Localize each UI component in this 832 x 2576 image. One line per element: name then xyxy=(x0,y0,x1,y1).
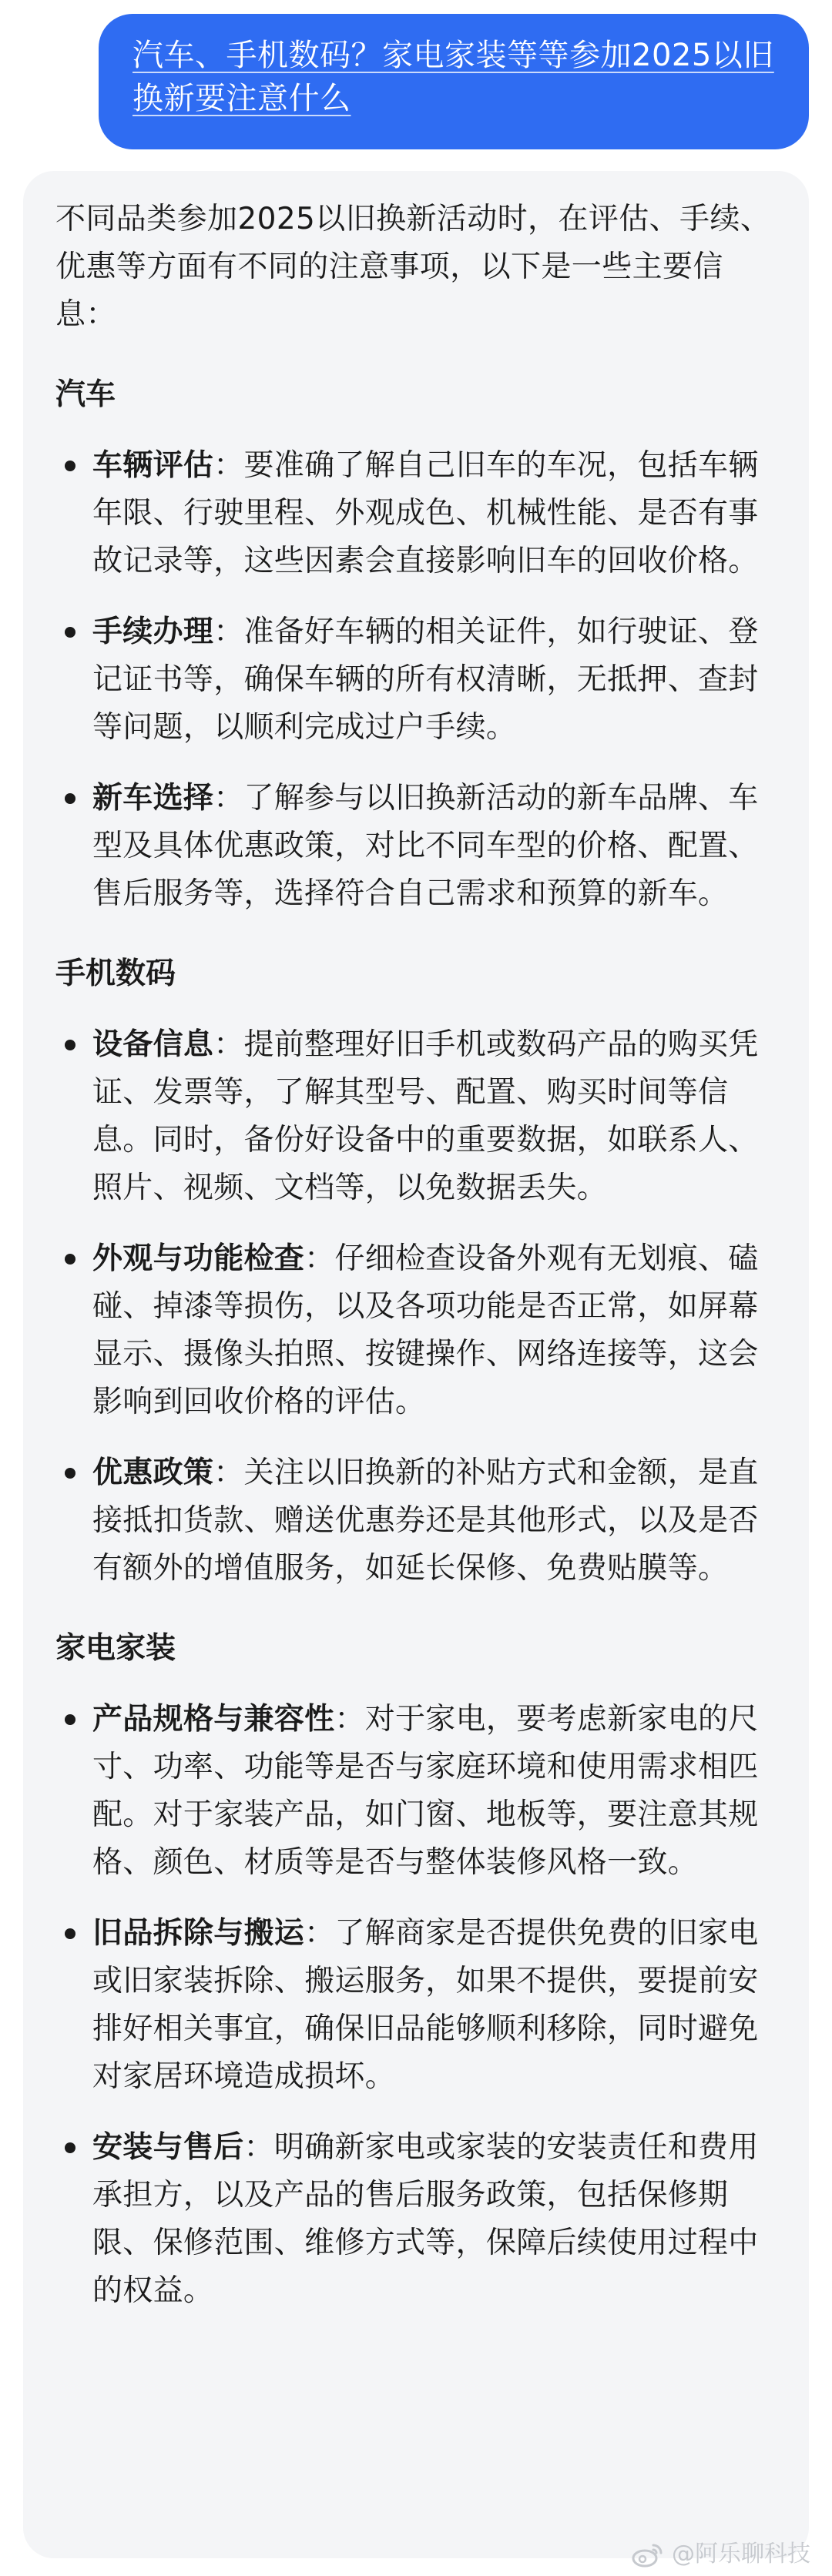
bullet-dot-icon xyxy=(65,1468,75,1479)
bullet-list-phone-digital xyxy=(55,1021,781,1593)
bullet-dot-icon xyxy=(65,627,75,638)
list-item xyxy=(55,608,781,752)
watermark xyxy=(630,2539,810,2570)
bullet-text: ：仔细检查设备外观有无划痕、磕碰、掉漆等损伤，以及各项功能是否正常，如屏幕显示、摄像头拍照、按键操作、网络连接等，这会影响到回收价格的评估。 xyxy=(92,1241,759,1419)
bullet-text: ：了解商家是否提供免费的旧家电或旧家装拆除、搬运服务，如果不提供，要提前安排好相关事宜，确保旧品能够顺利移除，同时避免对家居环境造成损坏。 xyxy=(92,1916,759,2094)
list-item xyxy=(55,1696,781,1887)
bullet-dot-icon xyxy=(65,793,75,804)
bullet-dot-icon xyxy=(65,1254,75,1265)
bullet-list-car xyxy=(55,442,781,918)
section-heading-phone-digital: 手机数码 xyxy=(55,956,176,991)
bullet-text: ：要准确了解自己旧车的车况，包括车辆年限、行驶里程、外观成色、机械性能、是否有事故记录等，这些因素会直接影响旧车的回收价格。 xyxy=(92,448,759,578)
list-item xyxy=(55,1449,781,1593)
list-item xyxy=(55,2124,781,2315)
bullet-text: ：提前整理好旧手机或数码产品的购买凭证、发票等，了解其型号、配置、购买时间等信息。同时，备份好设备中的重要数据，如联系人、照片、视频、文档等，以免数据丢失。 xyxy=(92,1027,759,1205)
bullet-text: ：了解参与以旧换新活动的新车品牌、车型及具体优惠政策，对比不同车型的价格、配置、售后服务等，选择符合自己需求和预算的新车。 xyxy=(92,781,759,911)
list-item xyxy=(55,1021,781,1212)
bullet-dot-icon xyxy=(65,1714,75,1725)
bullet-title: 车辆评估 xyxy=(92,448,214,483)
list-item xyxy=(55,1235,781,1426)
bullet-text: ：准备好车辆的相关证件，如行驶证、登记证书等，确保车辆的所有权清晰，无抵押、查封等问题，以顺利完成过户手续。 xyxy=(92,615,759,745)
list-item xyxy=(55,1910,781,2101)
assistant-answer-card xyxy=(23,171,809,2558)
bullet-text: ：对于家电，要考虑新家电的尺寸、功率、功能等是否与家庭环境和使用需求相匹配。对于家装产品，如门窗、地板等，要注意其规格、颜色、材质等是否与整体装修风格一致。 xyxy=(92,1702,759,1880)
watermark-text: @阿乐聊科技 xyxy=(672,2541,810,2568)
bullet-title: 设备信息 xyxy=(92,1027,214,1062)
bullet-title: 产品规格与兼容性 xyxy=(92,1702,335,1737)
list-item xyxy=(55,775,781,918)
bullet-text: ：明确新家电或家装的安装责任和费用承担方，以及产品的售后服务政策，包括保修期限、保修范围、维修方式等，保障后续使用过程中的权益。 xyxy=(92,2130,759,2308)
bullet-text: ：关注以旧换新的补贴方式和金额，是直接抵扣货款、赠送优惠券还是其他形式，以及是否有额外的增值服务，如延长保修、免费贴膜等。 xyxy=(92,1455,759,1586)
bullet-dot-icon xyxy=(65,461,75,471)
user-message-bubble[interactable] xyxy=(99,14,809,149)
list-item xyxy=(55,442,781,585)
bullet-dot-icon xyxy=(65,2142,75,2153)
bullet-title: 优惠政策 xyxy=(92,1455,214,1490)
bullet-list-home-appliance xyxy=(55,1696,781,2315)
bullet-title: 旧品拆除与搬运 xyxy=(92,1916,305,1951)
section-heading-car: 汽车 xyxy=(55,377,116,412)
section-heading-home-appliance: 家电家装 xyxy=(55,1631,176,1666)
bullet-title: 新车选择 xyxy=(92,781,214,816)
bullet-dot-icon xyxy=(65,1040,75,1050)
weibo-icon xyxy=(630,2539,666,2570)
bullet-title: 手续办理 xyxy=(92,615,214,649)
bullet-title: 安装与售后 xyxy=(92,2130,244,2165)
bullet-title: 外观与功能检查 xyxy=(92,1241,305,1276)
answer-intro: 不同品类参加2025以旧换新活动时，在评估、手续、优惠等方面有不同的注意事项，以下是一些主要信息： xyxy=(55,202,771,332)
user-message-text: 汽车、手机数码？家电家装等等参加2025以旧换新要注意什么 xyxy=(133,38,774,116)
bullet-dot-icon xyxy=(65,1928,75,1939)
